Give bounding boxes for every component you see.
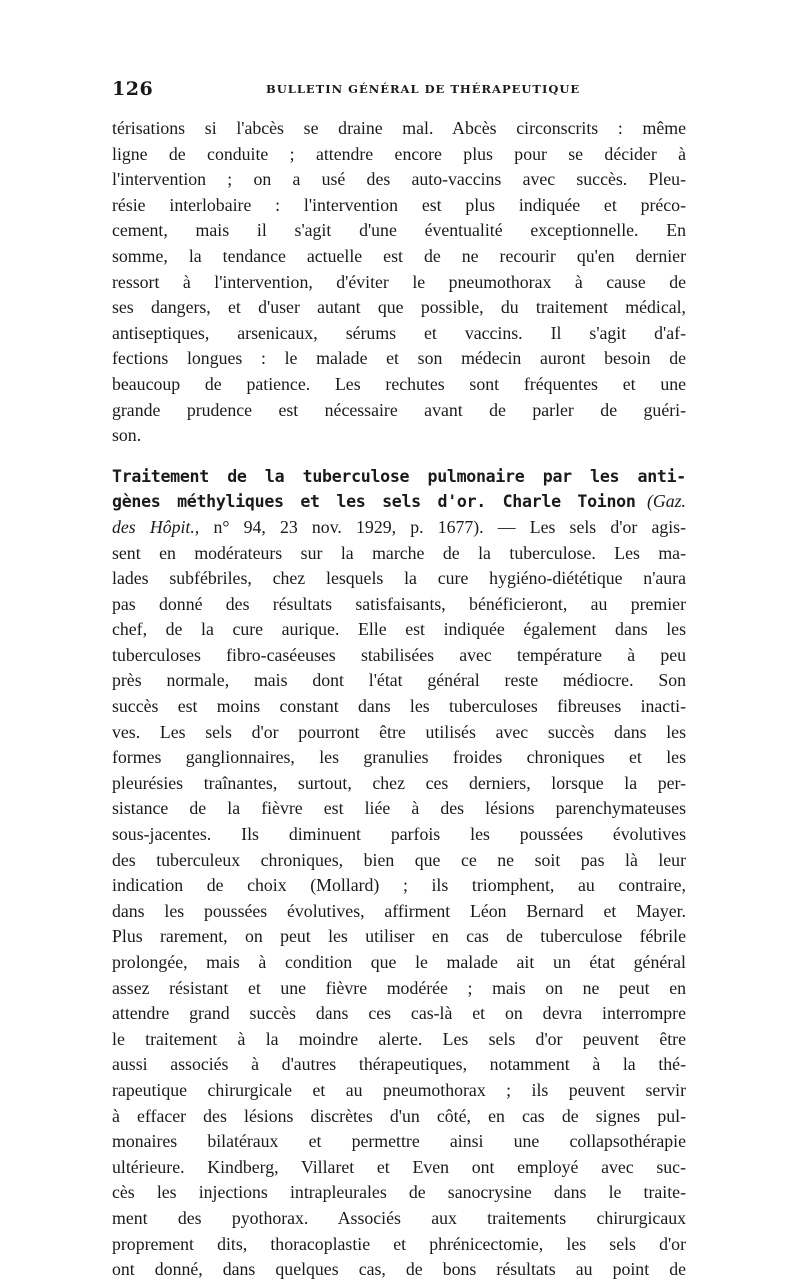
text-line: grande prudence est nécessaire avant de parler de guéri- xyxy=(112,399,686,420)
text-line: pas donné des résultats satisfaisants, bénéficieront, au premier xyxy=(112,593,686,614)
text-line: ont donné, dans quelques cas, de bons résultats au point de xyxy=(112,1259,686,1280)
text-line: formes ganglionnaires, les granulies froides chroniques et les xyxy=(112,747,686,768)
text-line: monaires bilatéraux et permettre ainsi une collapsothérapie xyxy=(112,1131,686,1152)
text-line: beaucoup de patience. Les rechutes sont fréquentes et une xyxy=(112,373,686,394)
paragraph-continuation xyxy=(112,116,686,449)
text-line: assez résistant et une fièvre modérée ; mais on ne peut en xyxy=(112,977,686,998)
article-title-part1: Traitement de la tuberculose pulmonaire par les anti- xyxy=(112,466,686,486)
text-line: l'intervention ; on a usé des auto-vaccins avec succès. Pleu- xyxy=(112,169,686,190)
text-line: prolongée, mais à condition que le malade ait un état général xyxy=(112,952,686,972)
text-line: près normale, mais dont l'état général reste médiocre. Son xyxy=(112,670,686,691)
page-header xyxy=(112,78,686,108)
text-line: attendre grand succès dans ces cas-là et on devra interrompre xyxy=(112,1003,686,1024)
text-line: son. xyxy=(112,425,142,446)
text-line: pleurésies traînantes, surtout, chez ces derniers, lorsque la per- xyxy=(112,772,686,793)
text-line: le traitement à la moindre alerte. Les sels d'or peuvent être xyxy=(112,1028,686,1049)
text-line: proprement dits, thoracoplastie et phrénicectomie, les sels d'or xyxy=(112,1233,686,1254)
text-line: chef, de la cure aurique. Elle est indiquée également dans les xyxy=(112,619,686,640)
article-body xyxy=(112,541,686,1283)
article-entry xyxy=(112,464,686,1283)
text-line: antiseptiques, arsenicaux, sérums et vaccins. Il s'agit d'af- xyxy=(112,322,686,343)
text-line: indication de choix (Mollard) ; ils triomphent, au contraire, xyxy=(112,875,686,896)
text-line: des tuberculeux chroniques, bien que ce ne soit pas là leur xyxy=(112,849,686,870)
text-line: ment des pyothorax. Associés aux traitements chirurgicaux xyxy=(112,1207,686,1228)
article-reference-line xyxy=(112,515,686,541)
text-line: sous-jacentes. Ils diminuent parfois les poussées évolutives xyxy=(112,824,686,845)
text-line: sent en modérateurs sur la marche de la tuberculose. Les ma- xyxy=(112,542,686,563)
text-line: sistance de la fièvre est liée à des lésions parenchymateuses xyxy=(112,798,686,819)
article-title-line xyxy=(112,489,686,515)
text-line: Plus rarement, on peut les utiliser en cas de tuberculose fébrile xyxy=(112,926,686,947)
article-reference-rest: n° 94, 23 nov. 1929, p. 1677). — Les sels d'or agis- xyxy=(213,516,686,537)
running-head: BULLETIN GÉNÉRAL DE THÉRAPEUTIQUE xyxy=(266,82,581,96)
text-line: fections longues : le malade et son médecin auront besoin de xyxy=(112,348,686,369)
article-title-part2: gènes méthyliques et les sels d'or. Charle Toinon xyxy=(112,492,636,512)
text-line: térisations si l'abcès se draine mal. Abcès circonscrits : même xyxy=(112,118,686,138)
page xyxy=(112,78,686,1283)
text-line: succès est moins constant dans les tuberculoses fibreuses inacti- xyxy=(112,696,686,717)
text-line: aussi associés à d'autres thérapeutiques, notamment à la thé- xyxy=(112,1054,686,1075)
text-line: cès les injections intrapleurales de sanocrysine dans le traite- xyxy=(112,1182,686,1203)
text-line: cement, mais il s'agit d'une éventualité exceptionnelle. En xyxy=(112,220,686,241)
text-line: ses dangers, et d'user autant que possible, du traitement médical, xyxy=(112,297,686,318)
text-line: résie interlobaire : l'intervention est plus indiquée et préco- xyxy=(112,194,686,215)
text-line: ves. Les sels d'or pourront être utilisés avec succès dans les xyxy=(112,721,686,742)
text-line: tuberculoses fibro-caséeuses stabilisées avec température à peu xyxy=(112,644,686,665)
page-number: 126 xyxy=(112,78,154,100)
text-line: ressort à l'intervention, d'éviter le pneumothorax à cause de xyxy=(112,271,686,292)
text-line: lades subfébriles, chez lesquels la cure hygiéno-diététique n'aura xyxy=(112,568,686,589)
text-line: rapeutique chirurgicale et au pneumothorax ; ils peuvent servir xyxy=(112,1079,686,1100)
text-line: somme, la tendance actuelle est de ne recourir qu'en dernier xyxy=(112,245,686,266)
article-reference-start: (Gaz. xyxy=(646,491,686,512)
body-text xyxy=(112,116,686,1283)
article-reference-journal: des Hôpit., xyxy=(112,516,200,537)
text-line: dans les poussées évolutives, affirment Léon Bernard et Mayer. xyxy=(112,900,686,921)
text-line: ligne de conduite ; attendre encore plus pour se décider à xyxy=(112,143,686,164)
text-line: à effacer des lésions discrètes d'un côté, en cas de signes pul- xyxy=(112,1105,686,1126)
text-line: ultérieure. Kindberg, Villaret et Even ont employé avec suc- xyxy=(112,1156,686,1177)
article-title-line xyxy=(112,464,686,490)
